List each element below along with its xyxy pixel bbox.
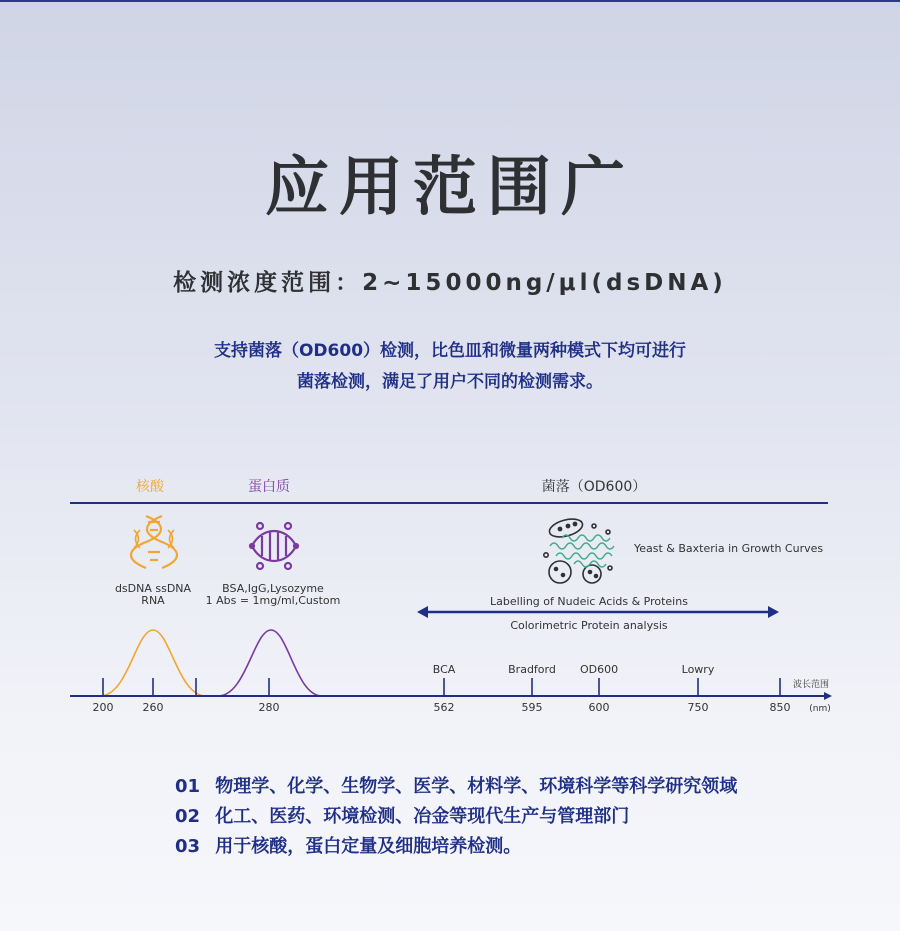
- concentration-range: 检测浓度范围：2~15000ng/μl(dsDNA): [173, 270, 727, 296]
- tick-label-850: 850: [769, 701, 791, 714]
- protein-label-1: BSA,IgG,Lysozyme: [222, 582, 324, 595]
- method-label-bca: BCA: [432, 663, 456, 676]
- top-rule: [0, 0, 900, 2]
- list-item-text: 化工、医药、环境检测、冶金等现代生产与管理部门: [215, 806, 630, 827]
- method-label-bradford: Bradford: [508, 663, 556, 676]
- list-item: [175, 802, 865, 832]
- tick-label-562: 562: [433, 701, 455, 714]
- page-title: 应用范围广: [265, 151, 635, 225]
- list-item-number: 03: [175, 836, 201, 857]
- tick-label-280: 280: [258, 701, 280, 714]
- arrow-label: Labelling of Nudeic Acids & Proteins: [490, 595, 688, 608]
- axis-arrowhead: [824, 692, 832, 700]
- tick-label-200: 200: [92, 701, 114, 714]
- protein-label-2: 1 Abs = 1mg/ml,Custom: [205, 594, 341, 607]
- list-item-number: 02: [175, 806, 201, 827]
- list-item-number: 01: [175, 776, 201, 797]
- growth-curve-icon: [550, 535, 614, 567]
- list-item: [175, 832, 865, 862]
- tick-label-260: 260: [142, 701, 164, 714]
- tick-label-595: 595: [521, 701, 543, 714]
- description: [150, 336, 750, 398]
- method-label-od600: OD600: [579, 663, 619, 676]
- method-markers: [433, 663, 715, 696]
- colony-label: Yeast & Baxteria in Growth Curves: [634, 542, 824, 555]
- description-line-1: 支持菌落（OD600）检测，比色皿和微量两种模式下均可进行: [213, 341, 687, 361]
- wavelength-diagram: [0, 460, 900, 730]
- protein-curve: [218, 630, 322, 696]
- category-protein: 蛋白质: [248, 479, 290, 495]
- protein-icon: [250, 523, 298, 569]
- tick-label-750: 750: [687, 701, 709, 714]
- list-item-text: 物理学、化学、生物学、医学、材料学、环境科学等科学研究领域: [215, 776, 738, 797]
- application-list: [175, 772, 865, 862]
- category-nucleic: 核酸: [136, 479, 164, 495]
- list-item: [175, 772, 865, 802]
- axis-ticks: [103, 678, 780, 696]
- nucleic-label-2: RNA: [141, 594, 165, 607]
- axis-title: 波长范围: [792, 680, 830, 690]
- description-line-2: 菌落检测，满足了用户不同的检测需求。: [297, 372, 603, 392]
- method-label-lowry: Lowry: [681, 663, 715, 676]
- arrow-sub-label: Colorimetric Protein analysis: [510, 619, 668, 632]
- tick-label-600: 600: [588, 701, 610, 714]
- dna-icon: [131, 516, 177, 568]
- axis-unit: (nm): [809, 704, 831, 714]
- category-colony: 菌落（OD600）: [541, 479, 647, 495]
- list-item-text: 用于核酸，蛋白定量及细胞培养检测。: [215, 836, 522, 857]
- nucleic-label-1: dsDNA ssDNA: [114, 582, 192, 595]
